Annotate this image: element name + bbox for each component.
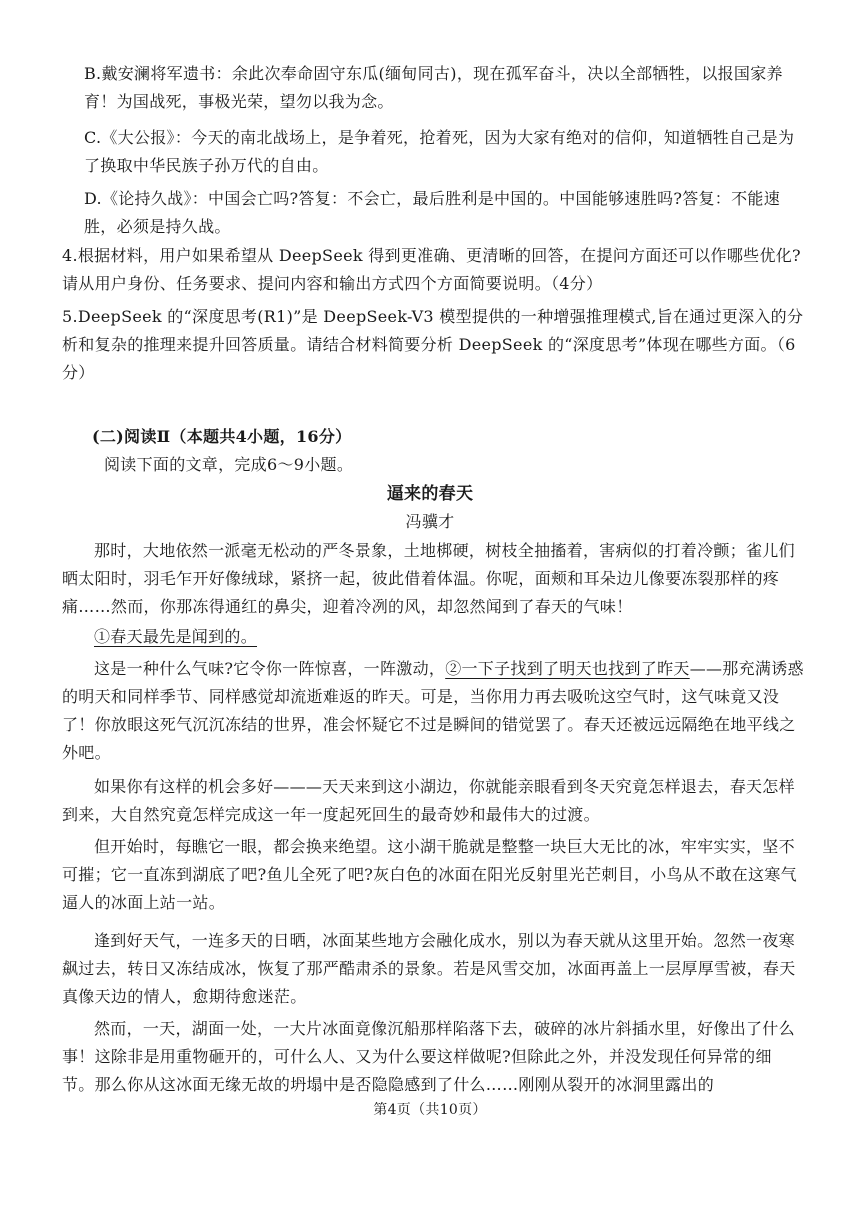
- option-b: B.戴安澜将军遗书：余此次奉命固守东瓜(缅甸同古)，现在孤军奋斗，决以全部牺牲，以报国家养育！为国战死，事极光荣，望勿以我为念。: [84, 64, 783, 111]
- option-c: C.《大公报》：今天的南北战场上，是争着死，抢着死，因为大家有绝对的信仰，知道牺牲自己是为了换取中华民族子孙万代的自由。: [84, 128, 795, 175]
- question-4: 4.根据材料，用户如果希望从 DeepSeek 得到更准确、更清晰的回答，在提问方面还可以作哪些优化?请从用户身份、任务要求、提问内容和输出方式四个方面简要说明。（4分）: [62, 246, 801, 293]
- option-d: D.《论持久战》：中国会亡吗?答复：不会亡，最后胜利是中国的。中国能够速胜吗?答复：不能速胜，必须是持久战。: [84, 189, 781, 236]
- underlined-sentence-2: ②一下子找到了明天也找到了昨天: [445, 659, 690, 678]
- page-footer: 第4页（共10页）: [373, 1102, 487, 1118]
- article-author: 冯骥才: [405, 512, 455, 531]
- paragraph-3-start: 这是一种什么气味?它令你一阵惊喜，一阵激动，: [94, 659, 446, 678]
- paragraph-3-end: ——那充满诱惑的明天和同样季节、同样感觉却流逝难返的昨天。可是，当你用力再去吸吮这空气时，这气味竟又没了！你放眼这死气沉沉冻结的世界，准会怀疑它不过是瞬间的错觉罢了。春天还被远远隔绝在地平线之外吧。: [62, 659, 804, 762]
- paragraph-7: 然而，一天，湖面一处，一大片冰面竟像沉船那样陷落下去，破碎的冰片斜插水里，好像出了什么事！这除非是用重物砸开的，可什么人、又为什么要这样做呢?但除此之外，并没发现任何异常的细节。那么你从这冰面无缘无故的坍塌中是否隐隐感到了什么……刚刚从裂开的冰洞里露出的: [62, 1019, 795, 1094]
- paragraph-2: [62, 623, 804, 651]
- paragraph-4: 如果你有这样的机会多好———天天来到这小湖边，你就能亲眼看到冬天究竟怎样退去，春天怎样到来，大自然究竟怎样完成这一年一度起死回生的最奇妙和最伟大的过渡。: [62, 777, 795, 824]
- paragraph-6: 逢到好天气，一连多天的日晒，冰面某些地方会融化成水，别以为春天就从这里开始。忽然一夜寒飙过去，转日又冻结成冰，恢复了那严酷肃杀的景象。若是风雪交加，冰面再盖上一层厚厚雪被，春天真像天边的情人，愈期待愈迷茫。: [62, 931, 796, 1006]
- paragraph-5: 但开始时，每瞧它一眼，都会换来绝望。这小湖干脆就是整整一块巨大无比的冰，牢牢实实，坚不可摧；它一直冻到湖底了吧?鱼儿全死了吧?灰白色的冰面在阳光反射里光芒刺目，小鸟从不敢在这寒气逼人的冰面上站一站。: [62, 837, 797, 912]
- underlined-sentence-1: ①春天最先是闻到的。: [94, 627, 258, 646]
- question-5: 5.DeepSeek 的“深度思考(R1)”是 DeepSeek-V3 模型提供的一种增强推理模式,旨在通过更深入的分析和复杂的推理来提升回答质量。请结合材料简要分析 DeepSeek 的“深度思考”体现在哪些方面。（6分）: [62, 307, 804, 382]
- section-instruction: 阅读下面的文章，完成6～9小题。: [104, 455, 354, 474]
- article-title: 逼来的春天: [386, 484, 474, 504]
- paragraph-1: 那时，大地依然一派毫无松动的严冬景象，土地梆硬，树枝全抽搐着，害病似的打着冷颤；雀儿们晒太阳时，羽毛乍开好像绒球，紧挤一起，彼此借着体温。你呢，面颊和耳朵边儿像要冻裂那样的疼痛……然而，你那冻得通红的鼻尖，迎着冷冽的风，却忽然闻到了春天的气味！: [62, 541, 795, 616]
- paragraph-3: [62, 655, 804, 767]
- section-heading: (二)阅读Ⅱ（本题共4小题，16分）: [92, 427, 352, 446]
